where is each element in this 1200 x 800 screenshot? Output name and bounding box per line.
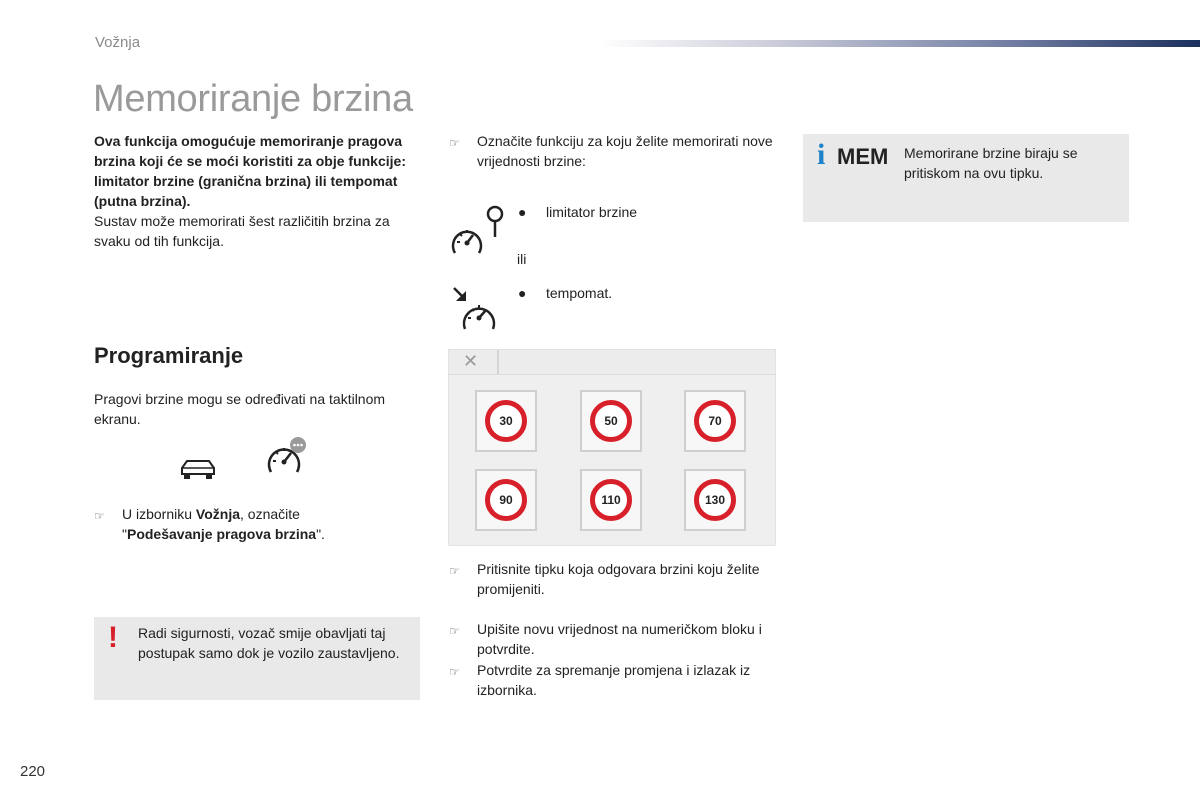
confirm-step (449, 660, 779, 700)
intro-text: Sustav može memorirati šest različitih brzina za svaku od tih funkcija. (94, 213, 390, 249)
section-heading-programming: Programiranje (94, 343, 244, 368)
speed-limiter-icon (448, 205, 508, 257)
mem-button-label: MEM (837, 144, 889, 169)
section-label: Vožnja (95, 34, 141, 51)
screen-top-bar (449, 350, 775, 375)
press-step-text: Pritisnite tipku koja odgovara brzini koju želite promijeniti. (477, 561, 760, 597)
warning-box (94, 617, 420, 700)
divider (497, 350, 499, 374)
select-function-step (449, 131, 779, 171)
option-cruise-label: tempomat. (546, 285, 613, 301)
touchscreen-speed-panel (448, 349, 776, 546)
info-icon: i (817, 138, 826, 171)
select-function-text: Označite funkciju za koju želite memorirati nove vrijednosti brzine: (477, 133, 773, 169)
hand-pointer-icon: ☞ (94, 509, 105, 523)
enter-step-text: Upišite novu vrijednost na numeričkom bloku i potvrdite. (477, 621, 762, 657)
intro-paragraph (94, 131, 414, 251)
speed-button-130[interactable] (684, 469, 746, 531)
driving-menu-icon (265, 436, 311, 478)
intro-bold-text: Ova funkcija omogućuje memoriranje pragova brzina koji će se moći koristiti za obje funkcije: limitator brzine (granična brzina) ili tempomat (putna brzina). (94, 133, 406, 209)
hand-pointer-icon: ☞ (449, 624, 460, 638)
hand-pointer-icon: ☞ (449, 564, 460, 578)
warning-icon: ! (108, 621, 118, 654)
option-bullet-icon: ● (518, 204, 527, 220)
page-number: 220 (20, 763, 46, 780)
car-icon (178, 454, 218, 482)
speed-button-110[interactable] (580, 469, 642, 531)
menu-step (94, 504, 420, 544)
hand-pointer-icon: ☞ (449, 136, 460, 150)
speed-button-90[interactable] (475, 469, 537, 531)
speed-button-50[interactable] (580, 390, 642, 452)
speed-sign: 30 (485, 400, 527, 442)
speed-sign: 70 (694, 400, 736, 442)
confirm-step-text: Potvrdite za spremanje promjena i izlazak iz izbornika. (477, 662, 751, 698)
info-text: Memorirane brzine biraju se pritiskom na ovu tipku. (904, 145, 1078, 181)
speed-sign: 130 (694, 479, 736, 521)
speed-button-70[interactable] (684, 390, 746, 452)
press-step (449, 559, 779, 599)
enter-step (449, 619, 779, 659)
option-limiter-label: limitator brzine (546, 204, 638, 220)
page-title: Memoriranje brzina (93, 78, 413, 120)
or-label: ili (517, 251, 527, 267)
hand-pointer-icon: ☞ (449, 665, 460, 679)
speed-sign: 50 (590, 400, 632, 442)
speed-sign: 90 (485, 479, 527, 521)
option-bullet-icon: ● (518, 285, 527, 301)
speed-sign: 110 (590, 479, 632, 521)
speed-button-30[interactable] (475, 390, 537, 452)
close-icon[interactable]: ✕ (463, 351, 479, 371)
header-bar (600, 40, 1200, 47)
programming-text: Pragovi brzine mogu se određivati na taktilnom ekranu. (94, 391, 386, 427)
menu-step-text: U izborniku Vožnja, označite "Podešavanje pragova brzina". (122, 506, 325, 542)
cruise-control-icon (448, 283, 508, 333)
info-box (803, 134, 1129, 222)
warning-text: Radi sigurnosti, vozač smije obavljati taj postupak samo dok je vozilo zaustavljeno. (138, 625, 400, 661)
